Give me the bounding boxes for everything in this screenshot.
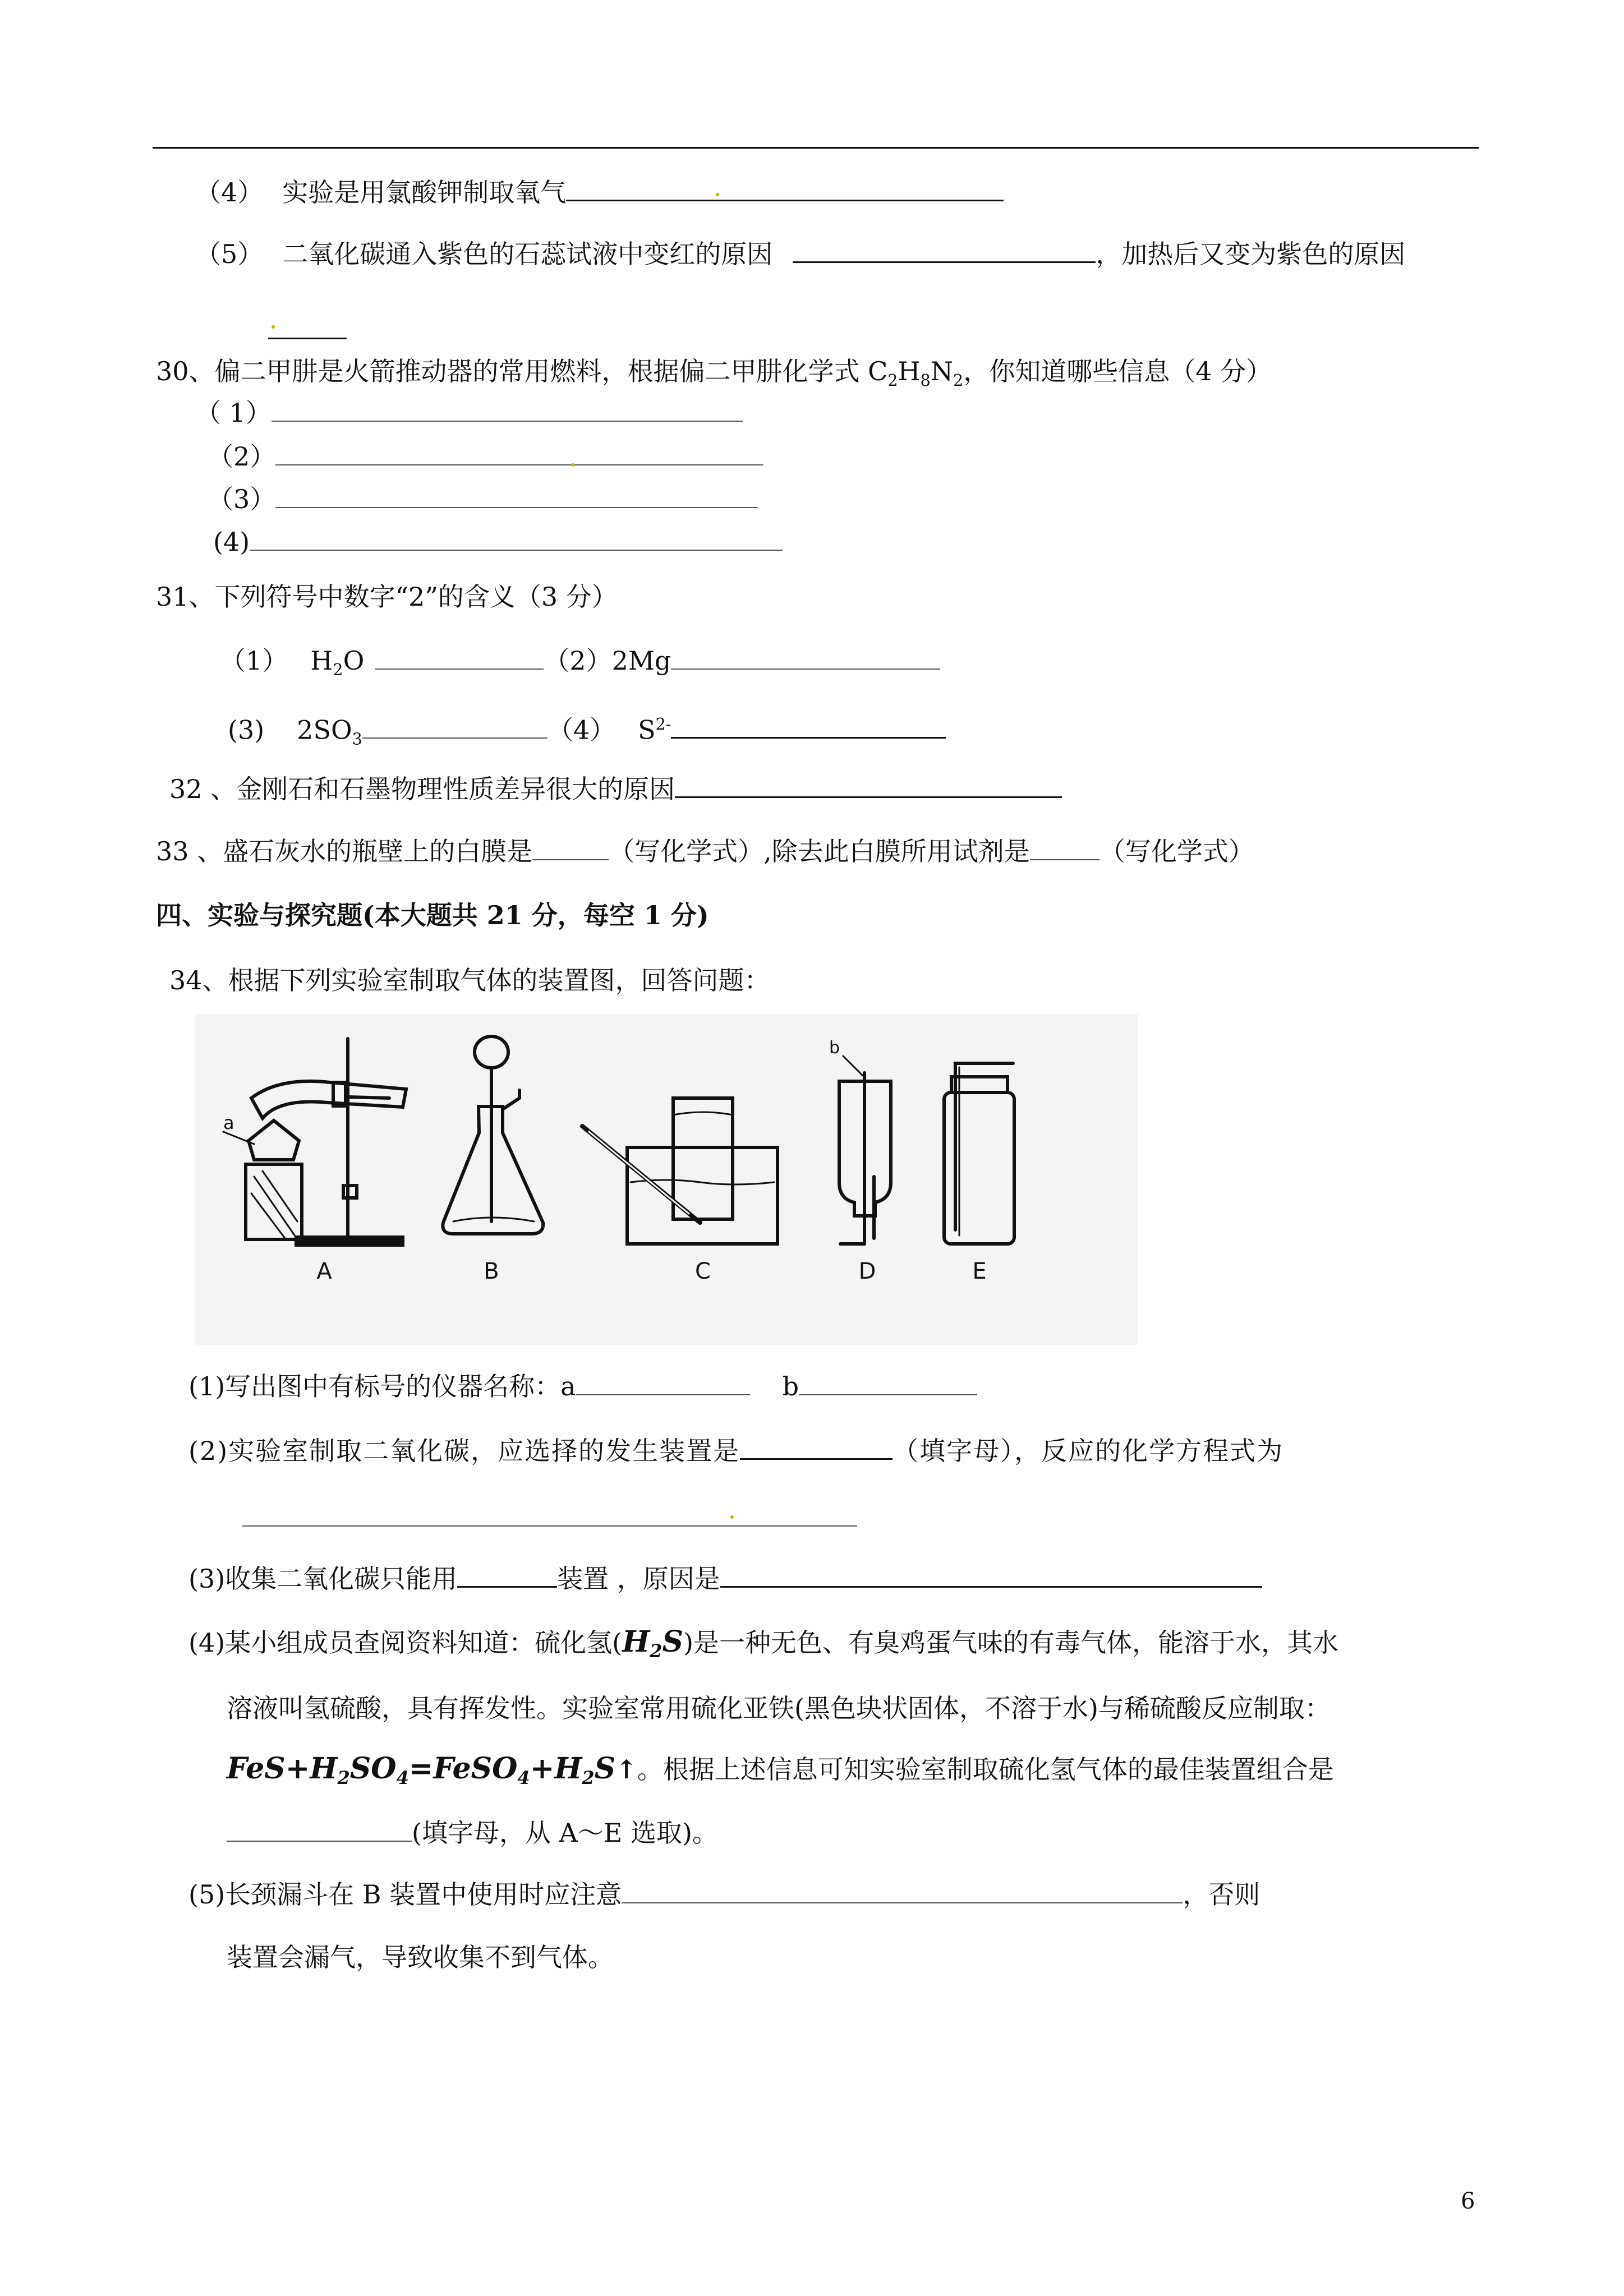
q31-item-num: （2）: [544, 646, 612, 676]
q29-item5-num: （5）: [195, 239, 264, 269]
answer-blank[interactable]: [675, 771, 1062, 798]
q30-formula-sub: 8: [920, 371, 931, 390]
section-title: [156, 898, 709, 932]
figure-label-a: a: [223, 1112, 234, 1133]
speck: [730, 1515, 734, 1519]
q30-item-num: （ 1）: [195, 398, 272, 428]
eq-term: H: [310, 1751, 338, 1786]
speck: [272, 325, 275, 329]
q34-part4-text: 溶液叫氢硫酸，具有挥发性。实验室常用硫化亚铁(黑色块状固体，不溶于水)与稀硫酸反应制取：: [227, 1693, 1331, 1723]
answer-blank[interactable]: [671, 644, 940, 670]
answer-blank[interactable]: [275, 440, 763, 465]
answer-blank[interactable]: [793, 236, 1096, 263]
apparatus-label-a: A: [316, 1258, 332, 1284]
q31-symbol: 2Mg: [611, 646, 671, 676]
q32-text: 32 、金刚石和石墨物理性质差异很大的原因: [169, 774, 675, 804]
q33: [156, 833, 1254, 868]
answer-blank[interactable]: [272, 396, 743, 422]
answer-blank[interactable]: [457, 1560, 557, 1588]
eq-sub: 4: [517, 1767, 530, 1789]
q34-part5-line1: [188, 1877, 1260, 1911]
q34-part4-text: )是一种无色、有臭鸡蛋气味的有毒气体，能溶于水，其水: [683, 1628, 1339, 1658]
q31-item-num: （4）: [547, 714, 616, 745]
answer-blank[interactable]: [532, 833, 609, 860]
q34-stem-text: 34、根据下列实验室制取气体的装置图，回答问题：: [169, 965, 770, 995]
eq-term: SO: [349, 1751, 397, 1786]
q34-part3: [188, 1560, 1262, 1596]
answer-blank[interactable]: [720, 1560, 1262, 1588]
q30-formula-sub: 2: [887, 371, 898, 390]
answer-blank[interactable]: [566, 174, 1004, 201]
q34-part5-text: (5)长颈漏斗在 B 装置中使用时应注意: [188, 1879, 622, 1910]
answer-blank[interactable]: [576, 1368, 750, 1395]
q32: [169, 771, 1062, 806]
section-title-text: 四、实验与探究题(本大题共 21 分，每空 1 分): [156, 900, 709, 930]
answer-blank[interactable]: [227, 1815, 412, 1842]
header-rule: [153, 147, 1479, 149]
q34-part2-text-a: (2)实验室制取二氧化碳，应选择的发生装置是: [188, 1436, 740, 1466]
q30-item-num: (4): [213, 527, 250, 557]
page-number: [1461, 2188, 1475, 2214]
q34-part2-text-b: （填字母），反应的化学方程式为: [892, 1436, 1284, 1466]
eq-term: FeS: [227, 1751, 286, 1786]
eq-sub: 4: [396, 1767, 409, 1789]
speck: [716, 193, 719, 196]
q30-item-num: （2）: [208, 441, 276, 472]
q29-item4: [195, 174, 1004, 209]
q30-formula-n: N: [930, 356, 954, 386]
q31-symbol-sub: 3: [352, 730, 362, 749]
q30-item-3: [208, 482, 758, 516]
q34-part4-line4: [227, 1815, 718, 1850]
apparatus-label-b: B: [484, 1258, 499, 1284]
formula-h2s: S: [662, 1625, 684, 1659]
q29-item5-text-b: ，加热后又变为紫色的原因: [1096, 239, 1406, 269]
answer-blank[interactable]: [362, 713, 548, 739]
eq-term: H: [554, 1751, 582, 1786]
eq-sub: 2: [582, 1767, 595, 1789]
figure-label-b: b: [829, 1038, 840, 1058]
q34-part5-text: ，否则: [1183, 1879, 1260, 1910]
eq-term: FeSO: [433, 1751, 518, 1786]
q34-part3-text-b: 装置 ，原因是: [557, 1564, 720, 1594]
q29-item4-text: 实验是用氯酸钾制取氧气: [282, 177, 567, 208]
apparatus-figure: [195, 1014, 1138, 1345]
q34-part4-line2: [227, 1691, 1331, 1725]
q34-part5-line2: [227, 1940, 614, 1974]
q31-symbol: O: [343, 646, 365, 676]
q34-part2: [188, 1432, 1283, 1468]
q30-stem: [156, 354, 1272, 398]
q30-item-4: [213, 525, 783, 559]
q29-item5: [195, 236, 1405, 271]
q30-item-num: （3）: [208, 484, 276, 514]
answer-blank[interactable]: [268, 312, 347, 339]
answer-blank[interactable]: [375, 644, 544, 670]
apparatus-label-c: C: [695, 1258, 711, 1284]
q30-item-2: [208, 440, 763, 473]
q30-formula-sub: 2: [953, 371, 964, 390]
q30-item-1: [195, 396, 743, 430]
q31-item-num: (3): [228, 714, 265, 745]
q34-part3-text-a: (3)收集二氧化碳只能用: [188, 1564, 458, 1594]
answer-blank[interactable]: [275, 482, 758, 508]
gas-arrow: ↑: [615, 1754, 637, 1785]
q31-symbol: H: [310, 646, 333, 676]
chemical-equation: [227, 1751, 637, 1789]
apparatus-label-e: E: [972, 1258, 987, 1284]
answer-blank[interactable]: [242, 1501, 857, 1527]
q31-symbol-sub: 2: [333, 661, 343, 680]
answer-blank[interactable]: [799, 1368, 977, 1395]
q31-symbol-sup: 2-: [655, 715, 671, 734]
q29-item4-num: （4）: [195, 177, 264, 208]
q31-item-num: （1）: [220, 646, 288, 676]
answer-blank[interactable]: [671, 712, 946, 739]
q34-part1: [188, 1368, 977, 1403]
apparatus-label-d: D: [858, 1258, 876, 1284]
q34-part4-line3: [227, 1752, 1334, 1795]
q30-stem-end: ，你知道哪些信息（4 分）: [963, 356, 1272, 386]
formula-h2s: H: [622, 1625, 650, 1659]
q34-part1-b: b: [782, 1371, 799, 1401]
answer-blank[interactable]: [1030, 833, 1099, 860]
page-number-text: 6: [1461, 2188, 1475, 2214]
eq-plus: +: [285, 1751, 310, 1786]
speck: [571, 463, 574, 467]
q30-formula-h: H: [898, 356, 921, 386]
answer-blank[interactable]: [250, 525, 783, 551]
eq-plus: +: [530, 1751, 555, 1786]
q31-stem: [156, 580, 618, 614]
q34-part4-text: 。根据上述信息可知实验室制取硫化氢气体的最佳装置组合是: [637, 1754, 1334, 1785]
q31-row-1: [220, 644, 940, 687]
q34-stem: [169, 963, 770, 997]
q33-text-a: 33 、盛石灰水的瓶壁上的白膜是: [156, 836, 533, 866]
q29-item5-text-a: 二氧化碳通入紫色的石蕊试液中变红的原因: [282, 239, 773, 269]
q34-part4-line1: [188, 1625, 1338, 1668]
answer-blank[interactable]: [740, 1432, 892, 1460]
q34-part4-text: (4)某小组成员查阅资料知道：硫化氢(: [188, 1628, 623, 1658]
q31-stem-text: 31、下列符号中数字“2”的含义（3 分）: [156, 582, 618, 612]
q33-text-c: （写化学式）: [1099, 836, 1254, 866]
answer-blank[interactable]: [622, 1877, 1183, 1903]
q34-part1-text: (1)写出图中有标号的仪器名称：a: [188, 1371, 576, 1401]
q30-stem-text: 30、偏二甲肼是火箭推动器的常用燃料，根据偏二甲肼化学式 C: [156, 356, 888, 386]
eq-equals: =: [408, 1751, 434, 1786]
q33-text-b: （写化学式）,除去此白膜所用试剂是: [609, 836, 1030, 866]
q31-symbol: 2SO: [297, 714, 352, 745]
eq-sub: 2: [337, 1767, 350, 1789]
eq-term: S: [594, 1751, 616, 1786]
q34-part4-text: (填字母，从 A～E 选取)。: [412, 1818, 718, 1848]
q34-part5-text: 装置会漏气，导致收集不到气体。: [227, 1942, 614, 1972]
formula-sub: 2: [650, 1640, 663, 1662]
apparatus-drawing: [195, 1014, 1138, 1345]
q31-symbol: S: [638, 714, 656, 745]
q31-row-2: [228, 708, 946, 757]
